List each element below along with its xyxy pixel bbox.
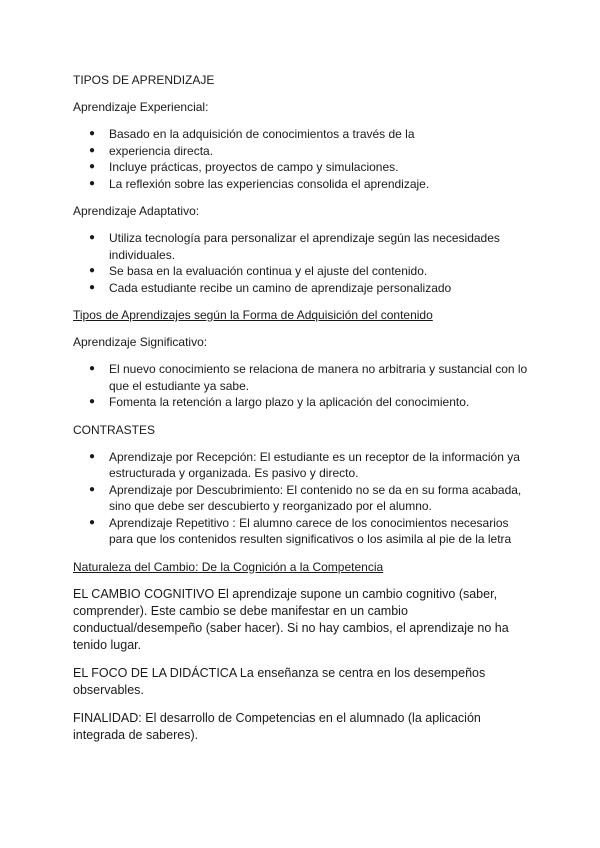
list-item: ● Fomenta la retención a largo plazo y la aplicación del conocimiento. [89,395,470,409]
paragraph-foco-didactica: EL FOCO DE LA DIDÁCTICA La enseñanza se centra en los desempeños observables. [73,665,486,697]
bullet-list-experiencial [73,126,531,192]
bullet-icon: ● [89,265,96,276]
section-heading-contrastes: CONTRASTES [73,422,156,437]
list-item: ● Cada estudiante recibe un camino de aprendizaje personalizado [89,280,452,295]
list-item: ● Basado en la adquisición de conocimientos a través de la [89,127,415,141]
section-heading-significativo: Aprendizaje Significativo: [73,335,208,349]
list-item: ● El nuevo conocimiento se relaciona de manera no arbitraria y sustancial con lo que el estudiante ya sabe. [89,362,528,393]
bullet-icon: ● [89,396,96,407]
bullet-list-significativo [73,361,531,411]
bullet-icon: ● [89,144,96,156]
list-item: ● Se basa en la evaluación continua y el ajuste del contenido. [89,264,428,278]
paragraph-finalidad: FINALIDAD: El desarrollo de Competencias en el alumnado (la aplicación integrada de saberes). [73,710,481,742]
bullet-icon: ● [89,363,96,374]
bullet-list-adaptativo [73,230,531,296]
list-item: ● Aprendizaje Repetitivo : El alumno carece de los conocimientos necesarios para que los contenidos resulten significativos o los asimila al pie de la letra [89,515,512,546]
document-content [73,72,531,755]
subtitle-naturaleza-cambio: Naturaleza del Cambio: De la Cognición a la Competencia [73,559,384,574]
bullet-list-contrastes [73,449,531,548]
bullet-icon: ● [89,281,96,293]
list-item: ● Aprendizaje por Descubrimiento: El contenido no se da en su forma acabada, sino que debe ser descubierto y reorganizado por el alumno. [89,482,522,513]
section-heading-adaptativo: Aprendizaje Adaptativo: [73,204,200,218]
paragraph-cambio-cognitivo: EL CAMBIO COGNITIVO El aprendizaje supone un cambio cognitivo (saber, comprender). Este cambio se debe manifestar en un cambio conductual/desempeño (saber hacer). Si no hay cambios, el aprendizaje no ha tenido lugar. [73,586,509,652]
bullet-icon: ● [89,177,96,189]
list-item: ● Aprendizaje por Recepción: El estudiante es un receptor de la información ya estructurada y organizada. Es pasivo y directo. [89,449,520,480]
bullet-icon: ● [89,450,96,462]
bullet-icon: ● [89,232,96,243]
bullet-icon: ● [89,483,96,495]
bullet-icon: ● [89,161,96,172]
list-item: ● Incluye prácticas, proyectos de campo y simulaciones. [89,160,399,174]
bullet-icon: ● [89,128,96,139]
list-item: ● La reflexión sobre las experiencias consolida el aprendizaje. [89,176,430,191]
bullet-icon: ● [89,516,96,528]
list-item: ● Utiliza tecnología para personalizar el aprendizaje según las necesidades individuales. [89,231,500,262]
subtitle-tipos-aprendizajes: Tipos de Aprendizajes según la Forma de Adquisición del contenido [73,308,433,322]
list-item: ● experiencia directa. [89,143,214,158]
section-heading-experiencial: Aprendizaje Experiencial: [73,100,209,114]
document-title: TIPOS DE APRENDIZAJE [73,73,215,87]
